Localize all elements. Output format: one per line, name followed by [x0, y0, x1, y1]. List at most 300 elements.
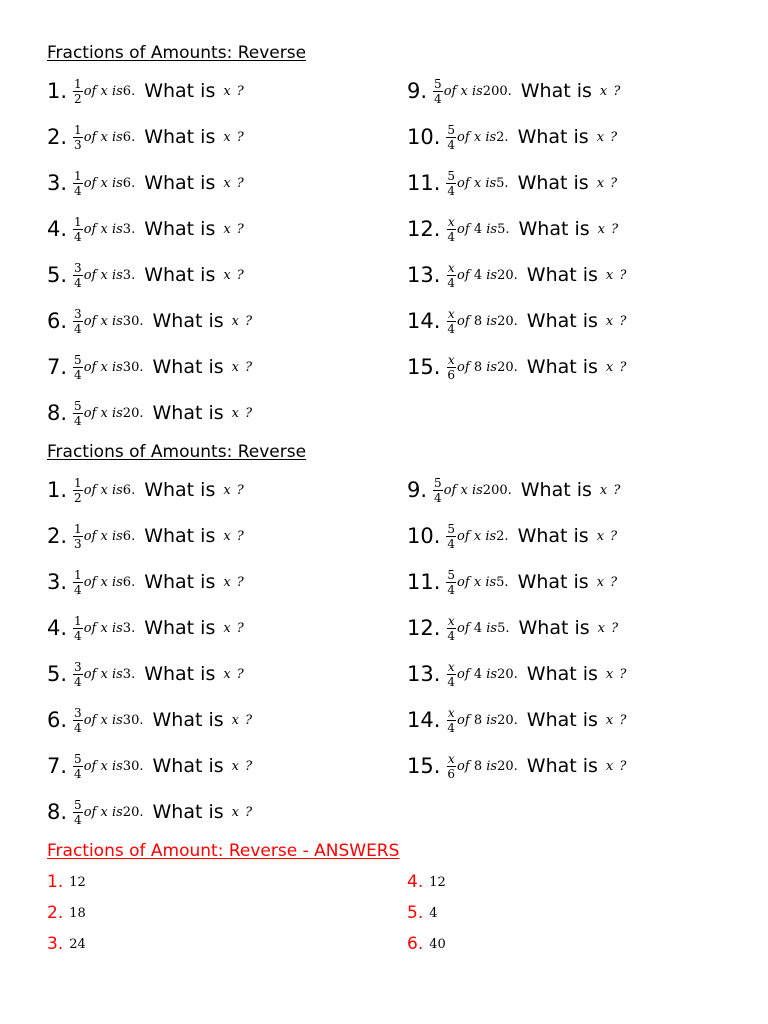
question-item: [47, 252, 245, 298]
fraction-denominator: 4: [74, 674, 82, 689]
question-variable: x ?: [596, 175, 619, 191]
fraction-numerator: x: [447, 751, 455, 766]
fraction-numerator: 5: [447, 567, 456, 582]
question-item: [407, 160, 618, 206]
amount-value: 30.: [122, 313, 144, 329]
fraction-numerator: 1: [74, 76, 82, 91]
amount-value: 5.: [496, 175, 509, 191]
question-item: [47, 206, 245, 252]
question-variable: x ?: [599, 83, 622, 99]
fraction-numerator: 3: [74, 260, 82, 275]
is-word: is: [111, 574, 123, 590]
question-variable: x ?: [223, 574, 245, 590]
question-variable: x ?: [596, 129, 619, 145]
of-word: of: [83, 267, 97, 283]
amount-variable: x: [473, 528, 482, 544]
amount-variable: 8: [473, 359, 483, 375]
question-expression: [444, 483, 512, 498]
fraction-denominator: 4: [74, 413, 82, 428]
answer-item: [47, 867, 86, 897]
question-item: [407, 743, 627, 789]
fraction: [73, 753, 83, 780]
fraction-numerator: x: [447, 306, 455, 321]
question-item: [47, 467, 245, 513]
question-number: 11.: [407, 171, 441, 195]
what-is-text: What is: [144, 663, 216, 685]
amount-variable: 8: [473, 758, 483, 774]
what-is-text: What is: [517, 126, 589, 148]
fraction: [73, 707, 83, 734]
amount-value: 200.: [482, 482, 512, 498]
amount-value: 30.: [122, 758, 144, 774]
fraction-numerator: 1: [74, 214, 82, 229]
fraction: [73, 661, 83, 688]
amount-value: 3.: [122, 666, 136, 682]
of-word: of: [457, 712, 470, 728]
question-expression: [84, 529, 136, 544]
question-item: [407, 298, 627, 344]
fraction: [73, 400, 83, 427]
amount-value: 6.: [122, 83, 136, 99]
question-variable: x ?: [605, 359, 628, 375]
question-item: [407, 697, 627, 743]
question-variable: x ?: [231, 804, 254, 820]
question-variable: x ?: [223, 83, 245, 99]
is-word: is: [111, 313, 123, 329]
question-variable: x ?: [223, 620, 245, 636]
question-item: [407, 252, 627, 298]
amount-variable: x: [100, 712, 108, 728]
amount-variable: x: [473, 175, 482, 191]
question-number: 7.: [47, 355, 68, 379]
fraction-denominator: 4: [447, 582, 456, 597]
of-word: of: [457, 175, 470, 191]
question-item: [47, 344, 253, 390]
fraction: [433, 477, 443, 504]
question-number: 3.: [47, 171, 68, 195]
is-word: is: [486, 359, 498, 375]
section-title: Fractions of Amounts: Reverse: [47, 442, 307, 462]
what-is-text: What is: [144, 617, 216, 639]
question-variable: x ?: [223, 267, 245, 283]
is-word: is: [486, 221, 498, 237]
fraction-numerator: 3: [74, 306, 82, 321]
question-expression: [84, 130, 136, 145]
question-item: [407, 68, 621, 114]
question-expression: [444, 84, 512, 99]
fraction-denominator: 4: [74, 229, 82, 244]
what-is-text: What is: [152, 755, 224, 777]
question-expression: [457, 130, 509, 145]
what-is-text: What is: [144, 525, 216, 547]
answer-item: [47, 898, 86, 928]
is-word: is: [486, 620, 498, 636]
is-word: is: [111, 758, 123, 774]
fraction-denominator: 4: [434, 91, 442, 106]
fraction: [73, 262, 83, 289]
amount-variable: x: [473, 574, 482, 590]
what-is-text: What is: [526, 310, 598, 332]
fraction-denominator: 4: [447, 137, 456, 152]
fraction-denominator: 4: [74, 766, 82, 781]
question-variable: x ?: [605, 712, 628, 728]
fraction-numerator: 1: [74, 475, 82, 490]
question-item: [47, 68, 245, 114]
question-expression: [457, 575, 509, 590]
question-item: [47, 114, 245, 160]
answer-item: [47, 929, 86, 959]
fraction-denominator: 4: [74, 720, 82, 735]
amount-variable: 4: [473, 267, 483, 283]
question-expression: [84, 314, 144, 329]
is-word: is: [486, 758, 498, 774]
fraction: [73, 569, 83, 596]
amount-value: 5.: [497, 221, 510, 237]
what-is-text: What is: [520, 479, 592, 501]
question-expression: [84, 805, 144, 820]
fraction: [446, 615, 456, 642]
question-variable: x ?: [231, 359, 254, 375]
is-word: is: [111, 482, 123, 498]
amount-variable: x: [100, 267, 108, 283]
question-expression: [457, 667, 518, 682]
question-number: 12.: [407, 217, 441, 241]
fraction-numerator: 1: [74, 122, 82, 137]
amount-value: 6.: [122, 528, 136, 544]
answer-item: [407, 929, 446, 959]
question-expression: [84, 667, 136, 682]
question-expression: [457, 529, 509, 544]
amount-value: 2.: [496, 129, 509, 145]
amount-value: 3.: [122, 221, 136, 237]
question-number: 10.: [407, 524, 441, 548]
fraction: [73, 354, 83, 381]
amount-value: 20.: [497, 712, 518, 728]
what-is-text: What is: [518, 218, 590, 240]
amount-variable: 8: [473, 313, 483, 329]
amount-variable: x: [100, 804, 108, 820]
question-number: 14.: [407, 708, 441, 732]
of-word: of: [457, 129, 470, 145]
of-word: of: [457, 267, 470, 283]
of-word: of: [83, 405, 97, 421]
is-word: is: [111, 620, 123, 636]
question-number: 5.: [47, 263, 68, 287]
question-number: 6.: [47, 309, 68, 333]
of-word: of: [457, 574, 470, 590]
question-expression: [457, 621, 509, 636]
answer-value: 4: [429, 905, 438, 921]
fraction: [73, 216, 83, 243]
fraction-numerator: x: [447, 613, 455, 628]
question-item: [47, 697, 253, 743]
section-title: Fractions of Amounts: Reverse: [47, 43, 307, 63]
question-number: 5.: [47, 662, 68, 686]
question-item: [47, 651, 245, 697]
amount-value: 5.: [497, 620, 510, 636]
is-word: is: [485, 528, 497, 544]
answer-value: 40: [429, 936, 446, 952]
question-variable: x ?: [223, 129, 245, 145]
what-is-text: What is: [520, 80, 592, 102]
question-expression: [84, 84, 136, 99]
amount-variable: 8: [473, 712, 483, 728]
what-is-text: What is: [152, 709, 224, 731]
question-variable: x ?: [599, 482, 622, 498]
question-item: [407, 206, 619, 252]
of-word: of: [83, 221, 97, 237]
question-expression: [457, 360, 518, 375]
question-item: [407, 513, 618, 559]
what-is-text: What is: [517, 525, 589, 547]
fraction-numerator: 5: [74, 352, 82, 367]
fraction: [73, 78, 83, 105]
fraction: [73, 170, 83, 197]
of-word: of: [83, 83, 97, 99]
question-expression: [84, 483, 136, 498]
amount-variable: x: [100, 221, 108, 237]
what-is-text: What is: [144, 80, 216, 102]
amount-variable: x: [100, 175, 108, 191]
question-item: [407, 651, 627, 697]
question-variable: x ?: [223, 175, 245, 191]
amount-variable: 4: [473, 221, 483, 237]
amount-value: 2.: [496, 528, 509, 544]
question-variable: x ?: [605, 666, 628, 682]
is-word: is: [111, 405, 123, 421]
answer-number: 4.: [407, 872, 424, 892]
is-word: is: [111, 267, 123, 283]
amount-variable: x: [100, 528, 108, 544]
amount-value: 200.: [482, 83, 512, 99]
what-is-text: What is: [152, 310, 224, 332]
question-number: 9.: [407, 478, 428, 502]
fraction-denominator: 4: [447, 275, 456, 290]
fraction-denominator: 4: [74, 367, 82, 382]
question-expression: [457, 314, 518, 329]
question-number: 8.: [47, 401, 68, 425]
is-word: is: [471, 83, 483, 99]
answers-title: Fractions of Amount: Reverse - ANSWERS: [47, 841, 400, 861]
fraction-numerator: 5: [447, 521, 456, 536]
fraction-numerator: 5: [74, 398, 82, 413]
what-is-text: What is: [144, 479, 216, 501]
amount-value: 30.: [122, 359, 144, 375]
of-word: of: [83, 804, 97, 820]
question-number: 1.: [47, 478, 68, 502]
fraction: [73, 477, 83, 504]
of-word: of: [457, 359, 470, 375]
question-variable: x ?: [597, 221, 620, 237]
question-number: 7.: [47, 754, 68, 778]
amount-variable: 4: [473, 666, 483, 682]
is-word: is: [486, 313, 498, 329]
question-expression: [457, 268, 518, 283]
question-variable: x ?: [231, 758, 254, 774]
what-is-text: What is: [152, 402, 224, 424]
of-word: of: [443, 482, 457, 498]
question-number: 11.: [407, 570, 441, 594]
fraction: [446, 170, 456, 197]
fraction-denominator: 4: [74, 812, 82, 827]
is-word: is: [111, 129, 123, 145]
fraction: [446, 262, 456, 289]
fraction-denominator: 4: [447, 183, 456, 198]
question-variable: x ?: [231, 405, 254, 421]
question-variable: x ?: [596, 528, 619, 544]
question-expression: [84, 268, 136, 283]
question-variable: x ?: [605, 267, 628, 283]
of-word: of: [83, 712, 97, 728]
fraction: [73, 308, 83, 335]
is-word: is: [486, 712, 498, 728]
question-variable: x ?: [223, 528, 245, 544]
question-number: 2.: [47, 125, 68, 149]
fraction-denominator: 6: [447, 367, 456, 382]
fraction-denominator: 4: [447, 720, 456, 735]
answer-item: [407, 867, 446, 897]
question-expression: [84, 713, 144, 728]
what-is-text: What is: [144, 218, 216, 240]
of-word: of: [457, 313, 470, 329]
question-item: [47, 743, 253, 789]
question-expression: [84, 360, 144, 375]
fraction-numerator: x: [447, 214, 455, 229]
question-number: 14.: [407, 309, 441, 333]
fraction-denominator: 4: [447, 674, 456, 689]
fraction-numerator: 1: [74, 521, 82, 536]
fraction-numerator: 5: [447, 122, 456, 137]
is-word: is: [111, 221, 123, 237]
question-item: [47, 789, 253, 835]
fraction-denominator: 4: [74, 582, 82, 597]
question-expression: [84, 176, 136, 191]
amount-value: 20.: [497, 666, 518, 682]
fraction-numerator: 5: [74, 797, 82, 812]
question-variable: x ?: [605, 313, 628, 329]
is-word: is: [486, 267, 498, 283]
of-word: of: [457, 221, 470, 237]
fraction-denominator: 3: [74, 137, 82, 152]
fraction-numerator: x: [447, 705, 455, 720]
amount-value: 20.: [497, 267, 518, 283]
fraction-denominator: 4: [74, 321, 82, 336]
what-is-text: What is: [517, 172, 589, 194]
question-expression: [457, 176, 509, 191]
is-word: is: [111, 712, 123, 728]
fraction-numerator: 5: [447, 168, 456, 183]
is-word: is: [471, 482, 483, 498]
is-word: is: [486, 666, 498, 682]
fraction: [73, 124, 83, 151]
fraction-denominator: 2: [74, 490, 82, 505]
fraction-numerator: 5: [434, 76, 442, 91]
question-expression: [457, 713, 518, 728]
question-expression: [84, 621, 136, 636]
fraction-numerator: x: [447, 659, 455, 674]
of-word: of: [457, 666, 470, 682]
fraction: [446, 707, 456, 734]
amount-value: 3.: [122, 267, 136, 283]
of-word: of: [83, 313, 97, 329]
fraction: [73, 523, 83, 550]
answer-number: 2.: [47, 903, 64, 923]
what-is-text: What is: [518, 617, 590, 639]
amount-variable: x: [100, 359, 108, 375]
fraction-numerator: 5: [434, 475, 442, 490]
of-word: of: [83, 758, 97, 774]
question-item: [47, 513, 245, 559]
amount-variable: x: [100, 405, 108, 421]
amount-variable: 4: [473, 620, 483, 636]
question-variable: x ?: [223, 221, 245, 237]
question-item: [47, 559, 245, 605]
fraction-numerator: 1: [74, 613, 82, 628]
question-number: 3.: [47, 570, 68, 594]
fraction-numerator: 1: [74, 168, 82, 183]
question-item: [47, 160, 245, 206]
amount-variable: x: [100, 758, 108, 774]
question-number: 15.: [407, 754, 441, 778]
question-variable: x ?: [597, 620, 620, 636]
amount-value: 20.: [122, 405, 144, 421]
fraction-numerator: x: [447, 260, 455, 275]
question-expression: [84, 759, 144, 774]
question-number: 2.: [47, 524, 68, 548]
fraction: [446, 661, 456, 688]
fraction: [73, 799, 83, 826]
fraction-denominator: 4: [447, 536, 456, 551]
what-is-text: What is: [144, 126, 216, 148]
question-variable: x ?: [223, 666, 245, 682]
question-item: [407, 467, 621, 513]
fraction-denominator: 4: [447, 229, 456, 244]
amount-variable: x: [460, 482, 468, 498]
is-word: is: [111, 175, 123, 191]
amount-value: 5.: [496, 574, 509, 590]
answer-value: 12: [429, 874, 446, 890]
answer-value: 24: [69, 936, 86, 952]
fraction-denominator: 4: [447, 628, 456, 643]
fraction: [446, 124, 456, 151]
amount-value: 20.: [497, 359, 518, 375]
question-item: [407, 114, 618, 160]
amount-variable: x: [100, 313, 108, 329]
question-item: [47, 605, 245, 651]
fraction-denominator: 2: [74, 91, 82, 106]
answer-value: 12: [69, 874, 86, 890]
question-variable: x ?: [596, 574, 619, 590]
is-word: is: [485, 175, 497, 191]
is-word: is: [111, 528, 123, 544]
question-number: 4.: [47, 217, 68, 241]
question-number: 6.: [47, 708, 68, 732]
amount-variable: x: [100, 666, 108, 682]
what-is-text: What is: [526, 356, 598, 378]
question-item: [47, 390, 253, 436]
of-word: of: [83, 574, 97, 590]
what-is-text: What is: [517, 571, 589, 593]
of-word: of: [457, 620, 470, 636]
question-expression: [457, 222, 509, 237]
question-number: 8.: [47, 800, 68, 824]
amount-variable: x: [473, 129, 482, 145]
question-variable: x ?: [605, 758, 628, 774]
fraction: [446, 753, 456, 780]
what-is-text: What is: [152, 356, 224, 378]
fraction-denominator: 4: [434, 490, 442, 505]
question-item: [47, 298, 253, 344]
